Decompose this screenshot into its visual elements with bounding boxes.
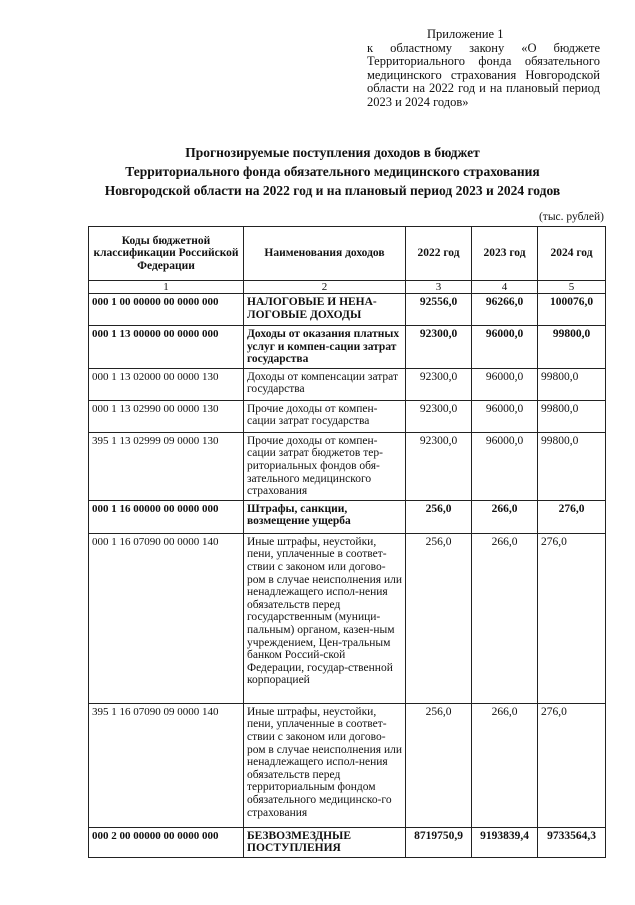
table-row xyxy=(89,500,606,533)
col-number-5: 5 xyxy=(538,281,606,294)
income-table xyxy=(88,226,606,858)
title-line-3: Новгородской области на 2022 год и на плановый период 2023 и 2024 годов xyxy=(104,183,561,198)
row-value-2024: 99800,0 xyxy=(538,326,606,369)
row-value-2024: 99800,0 xyxy=(538,368,606,400)
table-row xyxy=(89,294,606,326)
document-title xyxy=(60,143,605,200)
header-codes: Коды бюджетной классификации Российской Федерации xyxy=(89,227,244,281)
row-name: НАЛОГОВЫЕ И НЕНА-ЛОГОВЫЕ ДОХОДЫ xyxy=(244,294,406,326)
row-name: Штрафы, санкции, возмещение ущерба xyxy=(244,500,406,533)
row-value-2023: 9193839,4 xyxy=(472,827,538,857)
col-number-4: 4 xyxy=(472,281,538,294)
appendix-title: Приложение 1 xyxy=(427,27,504,41)
row-value-2022: 256,0 xyxy=(406,703,472,827)
row-value-2023: 266,0 xyxy=(472,533,538,703)
row-value-2022: 92300,0 xyxy=(406,368,472,400)
row-code: 000 1 16 00000 00 0000 000 xyxy=(89,500,244,533)
table-row xyxy=(89,326,606,369)
row-code: 000 1 00 00000 00 0000 000 xyxy=(89,294,244,326)
row-value-2024: 9733564,3 xyxy=(538,827,606,857)
row-value-2024: 100076,0 xyxy=(538,294,606,326)
column-number-row xyxy=(89,281,606,294)
row-value-2022: 92556,0 xyxy=(406,294,472,326)
col-number-3: 3 xyxy=(406,281,472,294)
table-row xyxy=(89,827,606,857)
table-row xyxy=(89,533,606,703)
table-row xyxy=(89,368,606,400)
row-value-2023: 96266,0 xyxy=(472,294,538,326)
header-names: Наименования доходов xyxy=(244,227,406,281)
row-value-2023: 96000,0 xyxy=(472,432,538,500)
row-value-2024: 99800,0 xyxy=(538,400,606,432)
title-line-2: Территориального фонда обязательного медицинского страхования xyxy=(125,164,540,179)
row-code: 395 1 16 07090 09 0000 140 xyxy=(89,703,244,827)
appendix-text: к областному закону «О бюджете Территориального фонда обязательного медицинского страхования Новгородской области на 2022 год и на плановый период 2023 и 2024 годов» xyxy=(367,40,600,109)
table-row xyxy=(89,400,606,432)
row-code: 000 2 00 00000 00 0000 000 xyxy=(89,827,244,857)
header-2024: 2024 год xyxy=(538,227,606,281)
row-value-2024: 99800,0 xyxy=(538,432,606,500)
row-code: 000 1 13 00000 00 0000 000 xyxy=(89,326,244,369)
row-value-2024: 276,0 xyxy=(538,703,606,827)
appendix-note xyxy=(367,28,600,109)
row-value-2022: 92300,0 xyxy=(406,400,472,432)
row-name: Прочие доходы от компен-сации затрат государства xyxy=(244,400,406,432)
row-name: Доходы от оказания платных услуг и компен-сации затрат государства xyxy=(244,326,406,369)
table-body xyxy=(89,294,606,858)
row-name: БЕЗВОЗМЕЗДНЫЕ ПОСТУПЛЕНИЯ xyxy=(244,827,406,857)
row-name: Доходы от компенсации затрат государства xyxy=(244,368,406,400)
table-row xyxy=(89,703,606,827)
row-name: Прочие доходы от компен-сации затрат бюджетов тер-риториальных фондов обя-зательного медицинского страхования xyxy=(244,432,406,500)
row-value-2022: 8719750,9 xyxy=(406,827,472,857)
row-name: Иные штрафы, неустойки, пени, уплаченные в соответ-ствии с законом или догово-ром в случае неисполнения или ненадлежащего испол-нения обязательств перед территориальным фондом обязательного медицинско-го страхования xyxy=(244,703,406,827)
table-row xyxy=(89,432,606,500)
row-value-2023: 96000,0 xyxy=(472,400,538,432)
col-number-2: 2 xyxy=(244,281,406,294)
row-name: Иные штрафы, неустойки, пени, уплаченные в соответ-ствии с законом или догово-ром в случае неисполнения или ненадлежащего испол-нения обязательств перед государственным (муници-пальным) органом, казен-ным учреждением, Цен-тральным банком Россий-ской Федерации, государ-ственной корпорацией xyxy=(244,533,406,703)
row-code: 000 1 13 02000 00 0000 130 xyxy=(89,368,244,400)
table-header-row xyxy=(89,227,606,281)
col-number-1: 1 xyxy=(89,281,244,294)
row-code: 395 1 13 02999 09 0000 130 xyxy=(89,432,244,500)
row-value-2022: 92300,0 xyxy=(406,432,472,500)
row-code: 000 1 13 02990 00 0000 130 xyxy=(89,400,244,432)
title-line-1: Прогнозируемые поступления доходов в бюджет xyxy=(185,145,480,160)
units-label: (тыс. рублей) xyxy=(538,211,604,223)
row-value-2024: 276,0 xyxy=(538,500,606,533)
row-value-2023: 96000,0 xyxy=(472,326,538,369)
row-value-2022: 256,0 xyxy=(406,533,472,703)
row-value-2022: 92300,0 xyxy=(406,326,472,369)
row-value-2023: 266,0 xyxy=(472,703,538,827)
row-value-2023: 96000,0 xyxy=(472,368,538,400)
row-value-2023: 266,0 xyxy=(472,500,538,533)
header-2022: 2022 год xyxy=(406,227,472,281)
row-value-2022: 256,0 xyxy=(406,500,472,533)
header-2023: 2023 год xyxy=(472,227,538,281)
row-value-2024: 276,0 xyxy=(538,533,606,703)
row-code: 000 1 16 07090 00 0000 140 xyxy=(89,533,244,703)
